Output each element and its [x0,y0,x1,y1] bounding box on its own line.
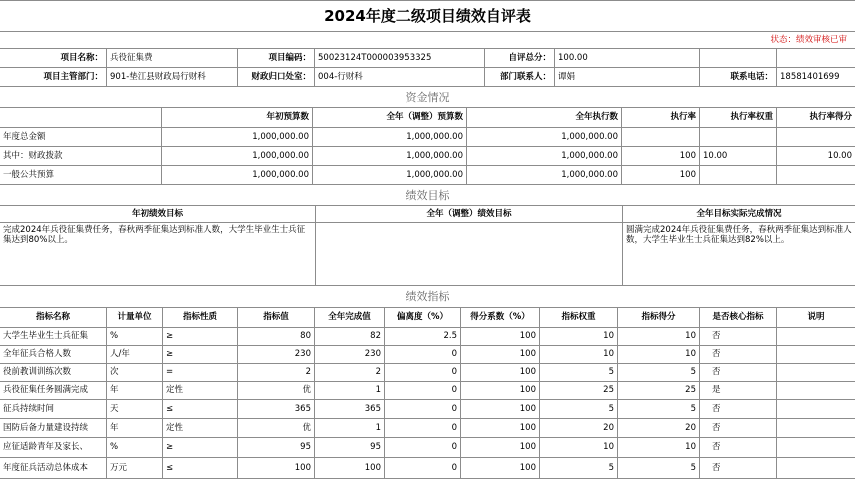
indicator-row [0,419,855,438]
funds-header-adjusted: 全年（调整）预算数 [313,108,467,127]
ind-done: 2 [315,364,385,381]
ind-weight: 5 [540,364,618,381]
ind-header-weight: 指标权重 [540,308,618,327]
funds-weight: 10.00 [700,147,777,165]
goals-section-title: 绩效目标 [405,188,450,202]
empty-cell [700,49,777,67]
ind-name: 兵役征集任务圆满完成 [0,382,107,399]
funds-initial: 1,000,000.00 [162,128,313,146]
ind-header-core: 是否核心指标 [700,308,777,327]
contact-label: 部门联系人： [485,68,555,86]
indicators-header-row [0,308,855,328]
header-row-1 [0,49,855,68]
ind-unit: 次 [107,364,163,381]
ind-header-unit: 计量单位 [107,308,163,327]
ind-weight: 20 [540,419,618,437]
score-value: 100.00 [555,49,700,67]
funds-adjusted: 1,000,000.00 [313,147,467,165]
goals-header-row [0,206,855,223]
ind-score: 20 [618,419,700,437]
ind-value: 优 [238,419,315,437]
ind-done: 1 [315,382,385,399]
ind-coef: 100 [461,328,540,345]
funds-header-score: 执行率得分 [809,112,852,123]
ind-note [777,346,855,363]
ind-done: 230 [315,346,385,363]
goals-actual-text: 圆满完成2024年兵役征集费任务，春秋两季征集达到标准人数，大学生毕业生士兵征集达到82%以上。 [626,225,852,246]
ind-weight: 25 [540,382,618,399]
ind-header-score: 指标得分 [618,308,700,327]
ind-dev: 0 [385,458,461,478]
ind-core: 否 [700,328,777,345]
ind-unit: % [107,438,163,457]
indicator-row [0,458,855,479]
ind-unit: 天 [107,400,163,418]
header-row-2 [0,68,855,87]
ind-done: 82 [315,328,385,345]
ind-score: 10 [618,328,700,345]
ind-note [777,382,855,399]
funds-row-label: 其中：财政拨款 [0,147,162,165]
page-title: 2024年度二级项目绩效自评表 [324,6,531,25]
ind-dev: 0 [385,364,461,381]
ind-coef: 100 [461,458,540,478]
ind-name: 年度征兵活动总体成本 [0,458,107,478]
ind-coef: 100 [461,419,540,437]
funds-adjusted: 1,000,000.00 [313,166,467,184]
status-row [0,32,855,49]
ind-core: 否 [700,400,777,418]
ind-note [777,400,855,418]
ind-weight: 10 [540,346,618,363]
ind-nature: ≥ [163,328,238,345]
project-name-value: 兵役征集费 [107,49,238,67]
ind-value: 2 [238,364,315,381]
dept-label: 项目主管部门： [0,68,107,86]
ind-core: 否 [700,346,777,363]
ind-name: 征兵持续时间 [0,400,107,418]
funds-score: 10.00 [827,150,852,161]
ind-name: 国防后备力量建设持续 [0,419,107,437]
funds-score [777,128,855,146]
office-value: 004-行财科 [315,68,485,86]
funds-weight [700,166,777,184]
project-code-label: 项目编码： [238,49,315,67]
ind-header-note: 说明 [807,312,825,323]
funds-initial: 1,000,000.00 [162,166,313,184]
funds-header-rate: 执行率 [622,108,700,127]
title-row [0,0,855,32]
office-label: 财政归口处室： [238,68,315,86]
ind-dev: 0 [385,400,461,418]
funds-header-executed: 全年执行数 [467,108,622,127]
ind-dev: 0 [385,419,461,437]
ind-coef: 100 [461,438,540,457]
indicator-row [0,438,855,458]
ind-score: 25 [618,382,700,399]
ind-unit: % [107,328,163,345]
funds-row-label: 一般公共预算 [0,166,162,184]
funds-rate: 100 [622,147,700,165]
funds-score [777,166,855,184]
ind-core: 否 [700,458,777,478]
ind-done: 1 [315,419,385,437]
ind-nature: = [163,364,238,381]
ind-note [777,458,855,478]
funds-executed: 1,000,000.00 [467,147,622,165]
funds-row [0,147,855,166]
contact-value: 谭娟 [555,68,700,86]
indicators-section-row [0,286,855,308]
ind-core: 是 [700,382,777,399]
ind-note [777,328,855,345]
project-name-label: 项目名称： [0,49,107,67]
funds-executed: 1,000,000.00 [467,166,622,184]
ind-unit: 万元 [107,458,163,478]
ind-nature: 定性 [163,382,238,399]
funds-weight [700,128,777,146]
ind-header-nature: 指标性质 [163,308,238,327]
ind-value: 365 [238,400,315,418]
ind-core: 否 [700,438,777,457]
funds-header-weight: 执行率权重 [700,108,777,127]
funds-header-initial: 年初预算数 [162,108,313,127]
dept-value: 901-垫江县财政局行财科 [107,68,238,86]
ind-value: 95 [238,438,315,457]
ind-note [777,364,855,381]
funds-adjusted: 1,000,000.00 [313,128,467,146]
ind-name: 应征适龄青年及家长、 [0,438,107,457]
indicator-row [0,328,855,346]
funds-initial: 1,000,000.00 [162,147,313,165]
ind-done: 95 [315,438,385,457]
indicator-row [0,400,855,419]
ind-nature: ≥ [163,346,238,363]
ind-unit: 年 [107,419,163,437]
ind-score: 5 [618,458,700,478]
ind-nature: 定性 [163,419,238,437]
goals-header-adjusted: 全年（调整）绩效目标 [316,206,623,222]
ind-nature: ≤ [163,400,238,418]
ind-unit: 人/年 [107,346,163,363]
ind-header-dev: 偏离度（%） [385,308,461,327]
ind-value: 80 [238,328,315,345]
ind-header-done: 全年完成值 [315,308,385,327]
ind-name: 大学生毕业生士兵征集 [0,328,107,345]
ind-header-coef: 得分系数（%） [461,308,540,327]
ind-core: 否 [700,419,777,437]
ind-score: 5 [618,400,700,418]
ind-done: 365 [315,400,385,418]
ind-dev: 0 [385,346,461,363]
funds-section-row [0,87,855,108]
ind-name: 役前教训训练次数 [0,364,107,381]
funds-rate: 100 [622,166,700,184]
score-label: 自评总分： [485,49,555,67]
ind-value: 230 [238,346,315,363]
funds-row [0,128,855,147]
goals-header-actual: 全年目标实际完成情况 [696,208,782,219]
ind-value: 100 [238,458,315,478]
goals-adjusted-text [316,223,623,285]
funds-section-title: 资金情况 [405,90,450,104]
funds-row [0,166,855,185]
phone-value: 18581401699 [780,71,840,82]
project-code-value: 50023124T000003953325 [315,49,485,67]
funds-header-row [0,108,855,128]
funds-header-blank [0,108,162,127]
ind-nature: ≥ [163,438,238,457]
ind-weight: 10 [540,328,618,345]
empty-cell [777,49,855,67]
funds-executed: 1,000,000.00 [467,128,622,146]
ind-coef: 100 [461,400,540,418]
ind-core: 否 [700,364,777,381]
ind-weight: 5 [540,400,618,418]
ind-dev: 0 [385,438,461,457]
ind-weight: 10 [540,438,618,457]
ind-nature: ≤ [163,458,238,478]
goals-initial-text: 完成2024年兵役征集费任务，春秋两季征集达到标准人数，大学生毕业生士兵征集达到80%以上。 [0,223,316,285]
ind-done: 100 [315,458,385,478]
indicators-section-title: 绩效指标 [405,290,450,303]
ind-dev: 2.5 [385,328,461,345]
ind-unit: 年 [107,382,163,399]
phone-label: 联系电话： [700,68,777,86]
ind-header-value: 指标值 [238,308,315,327]
ind-score: 10 [618,346,700,363]
funds-rate [622,128,700,146]
ind-header-name: 指标名称 [0,308,107,327]
goals-section-row [0,185,855,206]
ind-coef: 100 [461,364,540,381]
goals-content-row [0,223,855,286]
indicator-row [0,364,855,382]
indicator-row [0,382,855,400]
ind-name: 全年征兵合格人数 [0,346,107,363]
ind-note [777,438,855,457]
ind-score: 10 [618,438,700,457]
indicator-row [0,346,855,364]
ind-coef: 100 [461,382,540,399]
ind-value: 优 [238,382,315,399]
ind-coef: 100 [461,346,540,363]
ind-dev: 0 [385,382,461,399]
ind-score: 5 [618,364,700,381]
funds-row-label: 年度总金额 [0,128,162,146]
ind-weight: 5 [540,458,618,478]
goals-header-initial: 年初绩效目标 [0,206,316,222]
ind-note [777,419,855,437]
status-text: 状态：绩效审核已审 [770,34,847,45]
